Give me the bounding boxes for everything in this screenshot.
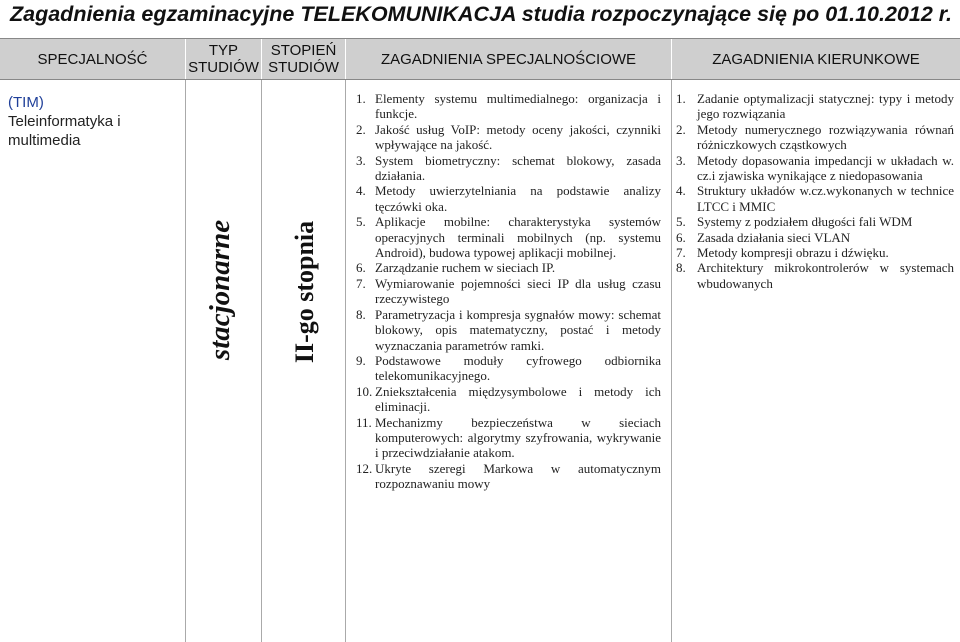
list-item (356, 183, 661, 214)
list-item-text: Mechanizmy bezpieczeństwa w sieciach komputerowych: algorytmy szyfrowania, wykrywanie i przeciwdziałanie atakom. (375, 414, 661, 461)
stopien-studiow-value: II-go stopnia (290, 220, 319, 364)
list-item-text: System biometryczny: schemat blokowy, zasada działania. (375, 152, 661, 184)
header-zagadnienia-specjalnosciowe: ZAGADNIENIA SPECJALNOŚCIOWE (380, 50, 637, 68)
header-specjalnosc: SPECJALNOŚĆ (37, 50, 148, 68)
list-item-text: Podstawowe moduły cyfrowego odbiornika telekomunikacyjnego. (375, 352, 661, 384)
list-item-number: 8. (676, 260, 686, 276)
column-divider (671, 80, 672, 642)
list-item-number: 4. (356, 183, 366, 199)
list-item-number: 12. (356, 460, 373, 476)
list-item (676, 122, 954, 153)
list-item-text: Jakość usług VoIP: metody oceny jakości, czynniki wpływające na jakość. (375, 121, 661, 153)
list-item (356, 276, 661, 307)
list-item-text: Struktury układów w.cz.wykonanych w technice LTCC i MMIC (697, 183, 954, 214)
list-item (356, 384, 661, 415)
list-item-text: Aplikacje mobilne: charakterystyka systemów operacyjnych terminali mobilnych (np. systemu Android), budowa typowej aplikacji mobilnej. (375, 214, 661, 261)
list-item-number: 7. (356, 275, 366, 291)
header-typ-line2: STUDIÓW (188, 59, 259, 76)
list-item (356, 153, 661, 184)
list-item (356, 91, 661, 122)
zagadnienia-kierunkowe-list (676, 91, 954, 291)
list-item-number: 10. (356, 383, 373, 399)
list-item-number: 9. (356, 352, 366, 368)
list-item-number: 5. (676, 214, 686, 230)
header-stopien-line2: STUDIÓW (268, 59, 339, 76)
specjalnosc-name: Teleinformatyka i multimedia (8, 113, 121, 149)
list-item (676, 230, 954, 245)
list-item (356, 415, 661, 461)
list-item-text: Zarządzanie ruchem w sieciach IP. (375, 260, 556, 276)
list-item-text: Metody dopasowania impedancji w układach w. cz.i zjawiska wynikające z niedopasowania (697, 152, 954, 184)
list-item (356, 122, 661, 153)
list-item-text: Architektury mikrokontrolerów w systemach wbudowanych (697, 260, 954, 291)
header-stopien-studiow (262, 39, 345, 79)
list-item-text: Elementy systemu multimedialnego: organizacja i funkcje. (375, 91, 661, 122)
column-divider (185, 80, 186, 642)
list-item-text: Systemy z podziałem długości fali WDM (697, 214, 913, 230)
header-typ-line1: TYP (208, 42, 239, 59)
list-item (676, 214, 954, 229)
list-item (676, 153, 954, 184)
list-item (676, 183, 954, 214)
list-item-text: Metody numerycznego rozwiązywania równań różniczkowych cząstkowych (697, 121, 954, 153)
list-item-number: 4. (676, 183, 686, 199)
list-item-text: Metody uwierzytelniania na podstawie analizy tęczówki oka. (375, 183, 661, 214)
list-item-text: Zniekształcenia międzysymbolowe i metody ich eliminacji. (375, 383, 661, 415)
list-item (356, 307, 661, 353)
list-item (676, 91, 954, 122)
list-item (356, 260, 661, 275)
zagadnienia-specjalnosciowe-list (356, 91, 661, 492)
list-item (356, 353, 661, 384)
list-item-number: 1. (676, 91, 686, 106)
header-typ-studiow (186, 39, 261, 79)
list-item-number: 1. (356, 91, 366, 106)
column-divider (345, 80, 346, 642)
list-item (676, 245, 954, 260)
list-item-text: Ukryte szeregi Markowa w automatycznym rozpoznawaniu mowy (375, 460, 661, 492)
document-title: Zagadnienia egzaminacyjne TELEKOMUNIKACJA studia rozpoczynające się po 01.10.2012 r. (10, 2, 952, 26)
header-zagadnienia-kierunkowe: ZAGADNIENIA KIERUNKOWE (712, 50, 920, 68)
list-item (356, 461, 661, 492)
column-divider (261, 80, 262, 642)
list-item-text: Wymiarowanie pojemności sieci IP dla usług czasu rzeczywistego (375, 275, 661, 307)
list-item-number: 3. (676, 152, 686, 168)
table-header (0, 38, 960, 80)
list-item-number: 11. (356, 414, 372, 430)
list-item-number: 5. (356, 214, 366, 230)
specjalnosc-cell (8, 93, 183, 150)
list-item-text: Zadanie optymalizacji statycznej: typy i metody jego rozwiązania (697, 91, 954, 122)
list-item-number: 6. (356, 260, 366, 276)
typ-studiow-value: stacjonarne (204, 219, 236, 361)
list-item-text: Zasada działania sieci VLAN (697, 229, 851, 245)
list-item-number: 2. (676, 121, 686, 137)
list-item-number: 6. (676, 229, 686, 245)
list-item-number: 7. (676, 245, 686, 261)
list-item (676, 260, 954, 291)
header-stopien-line1: STOPIEŃ (270, 42, 337, 59)
specjalnosc-code: (TIM) (8, 94, 44, 111)
list-item-text: Metody kompresji obrazu i dźwięku. (697, 245, 889, 261)
list-item-text: Parametryzacja i kompresja sygnałów mowy: schemat blokowy, opis matematyczny, postać i metody wyznaczania parametrów ramki. (375, 306, 661, 353)
list-item-number: 2. (356, 121, 366, 137)
list-item-number: 3. (356, 152, 366, 168)
list-item (356, 214, 661, 260)
list-item-number: 8. (356, 306, 366, 322)
